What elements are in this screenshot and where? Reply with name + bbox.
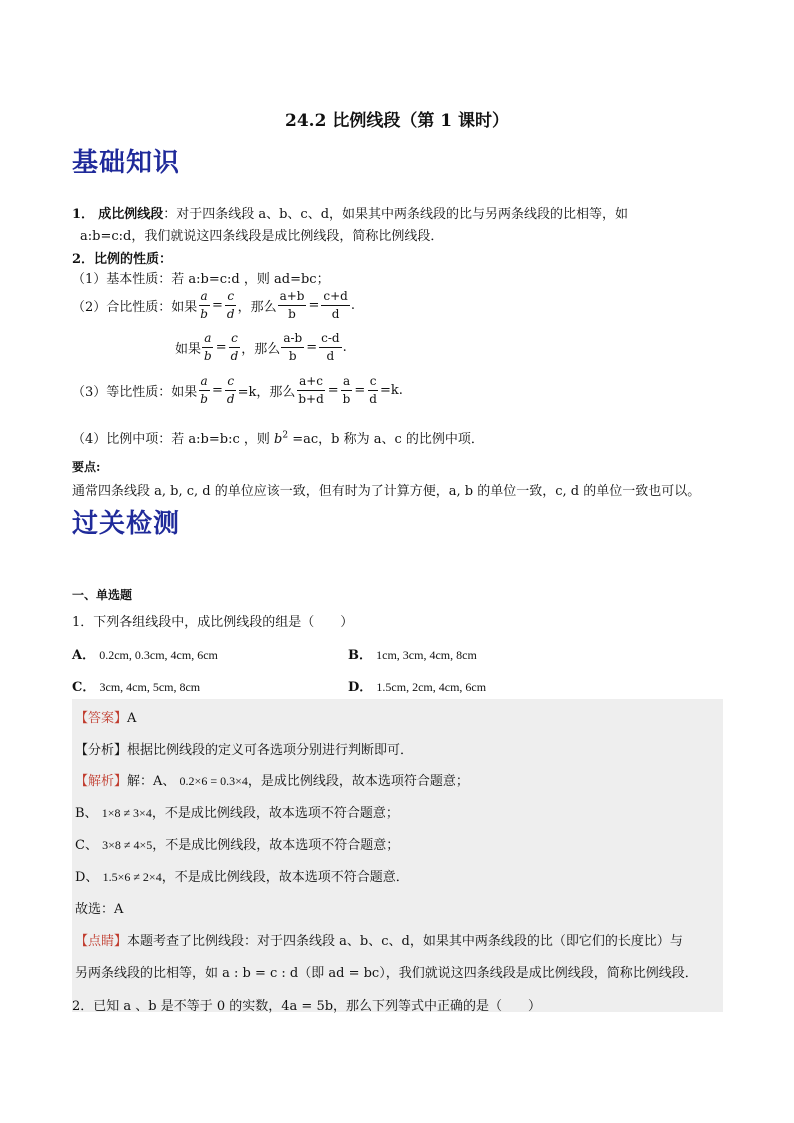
solution-text: ，不是成比例线段，故本选项不符合题意；	[152, 838, 400, 853]
denominator: d	[226, 307, 235, 321]
solution-line-c	[75, 834, 399, 853]
equals-sign: =	[215, 340, 227, 355]
denominator: d	[230, 349, 239, 363]
numerator: c-d	[319, 330, 341, 348]
solution-line-d	[75, 866, 409, 885]
solution-label: B、	[75, 806, 98, 821]
exponent: 2	[282, 430, 289, 441]
solution-math: 1.5×6 ≠ 2×4	[102, 870, 162, 884]
option-a	[72, 644, 218, 663]
question-1: 1．下列各组线段中，成比例线段的组是（ ）	[72, 615, 354, 630]
property-basic: （1）基本性质：若 a:b=c:d ，则 ad=bc；	[72, 272, 330, 287]
solution-math: 0.2×6 = 0.3×4	[179, 774, 248, 788]
key-points-label: 要点:	[72, 460, 101, 474]
solution-tag: 【解析】	[75, 774, 128, 789]
property-sum-label: （2）合比性质：如果	[72, 300, 198, 315]
denominator: b	[204, 349, 212, 363]
denominator: d	[331, 307, 340, 321]
definition-text-line2: a:b=c:d，我们就说这四条线段是成比例线段，简称比例线段．	[80, 229, 444, 244]
comment-text: 本题考查了比例线段：对于四条线段 a、b、c、d，如果其中两条线段的比（即它们的长度比）与	[127, 934, 683, 949]
solution-text: ，不是成比例线段，故本选项不符合题意．	[161, 870, 409, 885]
fraction	[198, 288, 210, 323]
fraction	[281, 330, 304, 365]
variable-b: b	[274, 432, 283, 447]
fraction	[278, 288, 307, 323]
option-label: C．	[72, 680, 96, 695]
analysis-text: 根据比例线段的定义可各选项分别进行判断即可．	[127, 743, 414, 758]
denominator: d	[326, 349, 335, 363]
option-c	[72, 676, 200, 695]
if-text: 如果	[175, 342, 202, 357]
property-equal-ratio-label: （3）等比性质：如果	[72, 385, 198, 400]
option-d	[348, 676, 486, 695]
then-text: ，那么	[241, 342, 281, 357]
key-points-text: 通常四条线段 a, b, c, d 的单位应该一致，但有时为了计算方便，a, b 的单位一致，c, d 的单位一致也可以。	[72, 484, 701, 499]
fraction	[321, 288, 349, 323]
then-text: ，那么	[237, 300, 277, 315]
denominator: b	[288, 307, 296, 321]
solution-math: 1×8 ≠ 3×4	[101, 806, 152, 820]
solution-label: D、	[75, 870, 99, 885]
denominator: b	[200, 307, 208, 321]
denominator: b+d	[298, 392, 324, 406]
property-difference	[175, 330, 347, 365]
solution-intro: 解：A、	[127, 774, 176, 789]
property-equal-ratio	[72, 373, 403, 408]
comment-line-2: 另两条线段的比相等，如 a : b = c : d（即 ad = bc），我们就说这四条线段是成比例线段，简称比例线段．	[75, 966, 698, 981]
mean-proportional-text-end: =ac，b 称为 a、c 的比例中项．	[292, 432, 484, 447]
comment-line	[75, 930, 683, 949]
fraction	[225, 288, 237, 323]
numerator: c+d	[321, 288, 349, 306]
definition-text: ：对于四条线段 a、b、c、d，如果其中两条线段的比与另两条线段的比相等，如	[163, 207, 629, 222]
fraction	[202, 330, 214, 365]
numerator: c	[225, 373, 236, 391]
definition-paragraph	[72, 203, 628, 222]
page-title: 24.2 比例线段（第 1 课时）	[285, 111, 509, 131]
option-label: B．	[348, 648, 372, 663]
option-text: 0.2cm, 0.3cm, 4cm, 6cm	[99, 648, 218, 662]
denominator: d	[226, 392, 235, 406]
solution-line-a	[75, 770, 469, 789]
solution-text: ，是成比例线段，故本选项符合题意；	[247, 774, 469, 789]
final-choice: 故选：A	[75, 902, 124, 917]
property-sum	[72, 288, 355, 323]
fraction	[229, 330, 241, 365]
fraction	[198, 373, 210, 408]
mean-proportional-text: （4）比例中项：若 a:b=b:c ，则	[72, 432, 270, 447]
option-label: D．	[348, 680, 373, 695]
numerator: c	[229, 330, 240, 348]
numerator: a+b	[278, 288, 307, 306]
comment-tag: 【点睛】	[75, 934, 128, 949]
question-type-heading: 一、单选题	[72, 588, 133, 602]
answer-line	[75, 707, 136, 726]
numerator: a	[341, 373, 352, 391]
equals-sign: =	[308, 298, 320, 313]
equals-sign: =	[211, 383, 223, 398]
denominator: b	[288, 349, 297, 363]
property-mean-proportional	[72, 428, 484, 447]
solution-math: 3×8 ≠ 4×5	[102, 838, 153, 852]
denominator: b	[200, 392, 208, 406]
numerator: a	[199, 288, 210, 306]
term-proportional-segments: 成比例线段	[98, 207, 164, 222]
item-number: 1．	[72, 207, 95, 222]
period: .	[342, 340, 347, 355]
answer-value: A	[127, 711, 137, 726]
option-text: 3cm, 4cm, 5cm, 8cm	[99, 680, 201, 694]
option-label: A．	[72, 648, 96, 663]
denominator: d	[369, 392, 377, 406]
equals-sign: =	[306, 340, 318, 355]
numerator: a-b	[281, 330, 304, 348]
equals-sign: =	[354, 383, 366, 398]
question-2: 2．已知 a 、b 是不等于 0 的实数，4a = 5b，那么下列等式中正确的是（ ）	[72, 999, 542, 1014]
solution-text: ，不是成比例线段，故本选项不符合题意；	[151, 806, 399, 821]
answer-tag: 【答案】	[75, 711, 128, 726]
properties-heading: 2．比例的性质：	[72, 252, 173, 267]
option-b	[348, 644, 477, 663]
equals-sign: =	[327, 383, 339, 398]
fraction	[319, 330, 341, 365]
denominator: b	[342, 392, 351, 406]
analysis-line	[75, 739, 413, 758]
fraction	[367, 373, 379, 408]
fraction	[296, 373, 325, 408]
option-text: 1cm, 3cm, 4cm, 8cm	[376, 648, 477, 662]
numerator: a	[202, 330, 213, 348]
equals-sign: =	[211, 298, 223, 313]
section-heading-basic: 基础知识	[72, 148, 181, 178]
option-text: 1.5cm, 2cm, 4cm, 6cm	[376, 680, 487, 694]
equals-k: =k.	[379, 383, 403, 398]
section-heading-check: 过关检测	[72, 509, 181, 539]
numerator: a+c	[297, 373, 325, 391]
numerator: a	[199, 373, 210, 391]
period: .	[350, 298, 355, 313]
solution-label: C、	[75, 838, 98, 853]
numerator: c	[225, 288, 236, 306]
analysis-tag: 【分析】	[75, 743, 128, 758]
fraction	[225, 373, 237, 408]
numerator: c	[368, 373, 379, 391]
solution-line-b	[75, 802, 399, 821]
fraction	[341, 373, 353, 408]
then-text: =k，那么	[237, 385, 296, 400]
